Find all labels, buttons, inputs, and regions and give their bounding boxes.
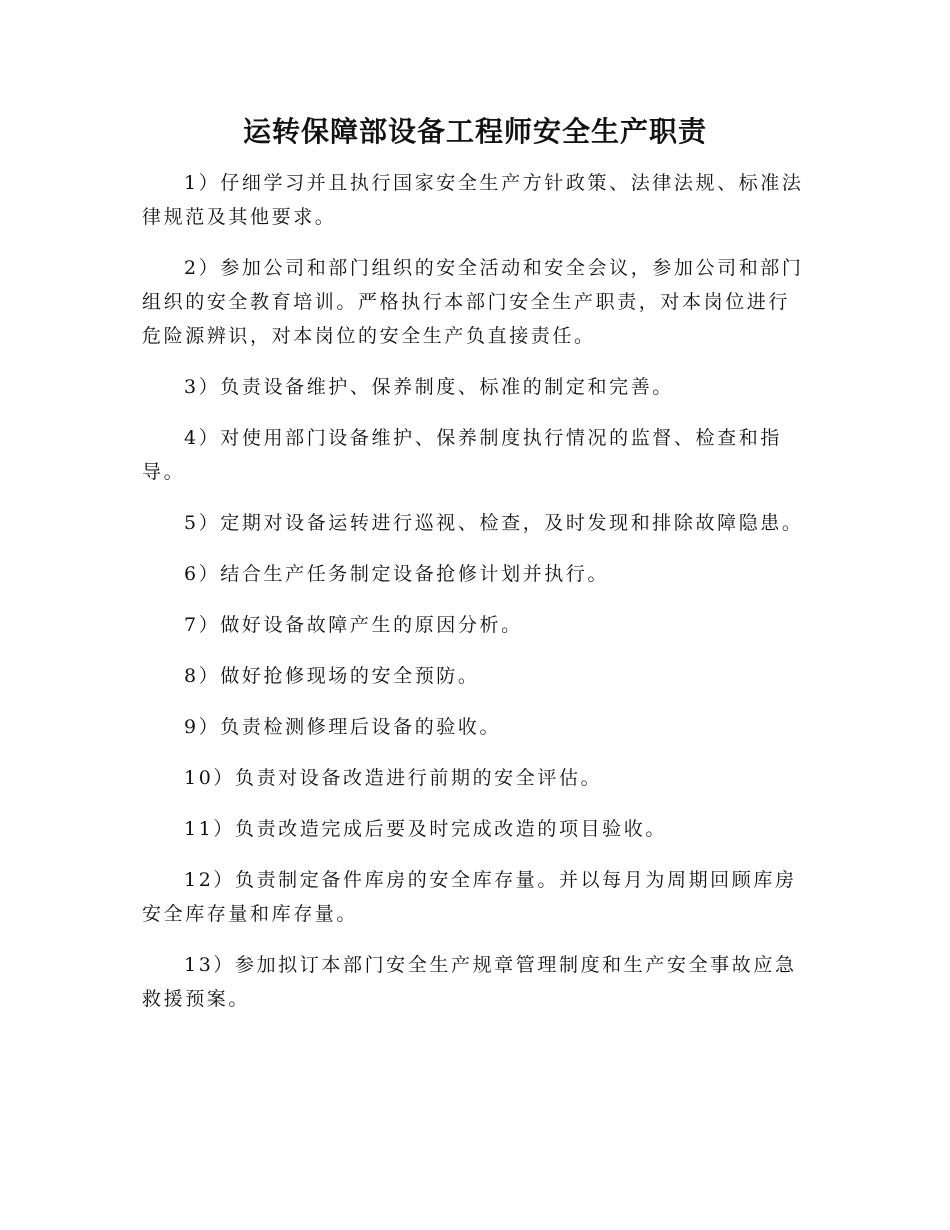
document-body	[142, 166, 808, 1033]
duty-item-9: 9）负责检测修理后设备的验收。	[184, 716, 502, 738]
document-title: 运转保障部设备工程师安全生产职责	[242, 115, 707, 148]
duty-item-11: 11）负责改造完成后要及时完成改造的项目验收。	[184, 818, 667, 840]
duty-item-2: 2）参加公司和部门组织的安全活动和安全会议，参加公司和部门组织的安全教育培训。严格执行本部门安全生产职责，对本岗位进行危险源辨识，对本岗位的安全生产负直接责任。	[142, 257, 804, 347]
duty-item-3: 3）负责设备维护、保养制度、标准的制定和完善。	[184, 376, 674, 398]
duty-item-13: 13）参加拟订本部门安全生产规章管理制度和生产安全事故应急救援预案。	[142, 954, 797, 1010]
duty-item-1: 1）仔细学习并且执行国家安全生产方针政策、法律法规、标准法律规范及其他要求。	[142, 172, 804, 228]
duty-item-6: 6）结合生产任务制定设备抢修计划并执行。	[184, 563, 610, 585]
duty-item-12: 12）负责制定备件库房的安全库存量。并以每月为周期回顾库房安全库存量和库存量。	[142, 869, 797, 925]
duty-item-10: 10）负责对设备改造进行前期的安全评估。	[184, 767, 603, 789]
duty-item-5: 5）定期对设备运转进行巡视、检查，及时发现和排除故障隐患。	[184, 512, 804, 534]
duty-item-4: 4）对使用部门设备维护、保养制度执行情况的监督、检查和指导。	[142, 427, 782, 483]
duty-item-7: 7）做好设备故障产生的原因分析。	[184, 614, 523, 636]
duty-item-8: 8）做好抢修现场的安全预防。	[184, 665, 480, 687]
